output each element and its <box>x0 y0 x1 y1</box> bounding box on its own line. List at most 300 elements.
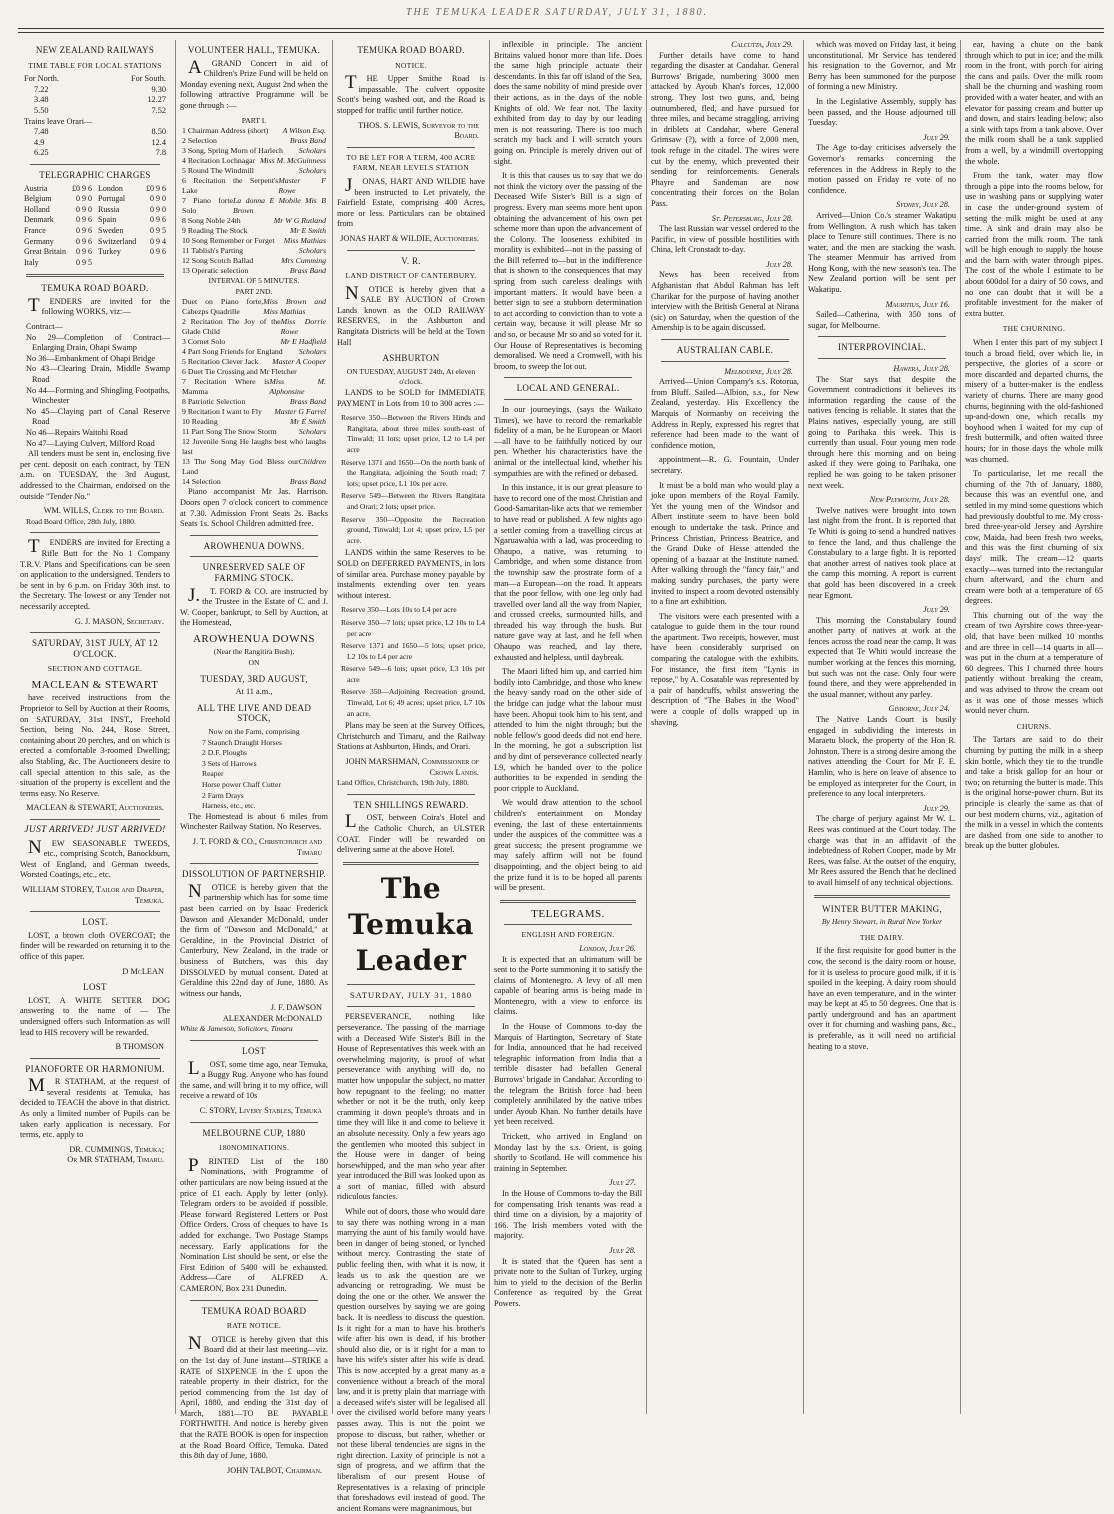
stock-now: Now on the Farm, comprising <box>208 727 300 737</box>
dairy-cont: ear, having a chute on the bank through which to put in ice; and the milk room in the front, with porch for airing the cans and pails. Over the milk room shall be the churning and washing room provided with a water heater, and with an elevator for passing cream and butter up and down, and stairs leading below; also a sink with taps from a tank above. Over the milk room shall be a tank supplied from a well, by a windmill overtopping the whole. <box>965 40 1103 166</box>
column-2 <box>180 40 328 1475</box>
contracts-list <box>20 333 170 450</box>
sydney-text: Arrived—Union Co.'s steamer Wakatipu from Wellington. A rush which has taken place to Tenure still continues. There is no water, and the men are stacking the wash. The steamer Menmuir has arrived from Hong Kong, with the new season's tea. The New Zealand portion will be sent per Wakatipu. <box>808 210 956 295</box>
program-part-2 <box>180 297 328 487</box>
stock-on: ON <box>248 658 260 668</box>
land-sub: LANDS to be SOLD for IMMEDIATE PAYMENT in Lots from 10 to 300 acres :— <box>337 388 485 408</box>
train-labels: For North. For South. <box>24 74 166 84</box>
lost2-text: LOST, A WHITE SETTER DOG answering to the name of — The undersigned offers such Information as will lead to HIS recovery will be rewarded. <box>20 995 170 1037</box>
reserves-list <box>337 413 485 546</box>
train-row: 6.25 7.8 <box>34 148 166 158</box>
hawera-text: The Star says that despite the Government contradictions it believes its information regarding the cause of the natives fencing is reliable. It states that the Plains natives, especially young, are still going to Parihaka this week. This is currently than usual. Four young men rode through here this morning and on being asked if they were going to Parihaka, one replied he was going to be taken prisoner next week. <box>808 374 956 490</box>
program-performer: Miss M. McGuinness <box>259 156 326 166</box>
column-1 <box>20 40 170 1414</box>
program-performer: Mr E Smith <box>290 226 326 236</box>
program-performer: Children <box>298 457 326 467</box>
program-performer: Scholars <box>298 246 326 256</box>
column-7 <box>965 40 1103 1414</box>
contract-item: No 47—Laying Culvert, Milford Road <box>26 438 155 448</box>
charge-entry <box>24 237 92 248</box>
dissolution-text: NOTICE is hereby given that the partnership which has for some time past been carried on by Isaac Frederick Dawson and Alexander McDonald, under the firm of "Dawson and McDonald," at Geraldine, in the Provincial District of Canterbury, New Zealand, in the trade or business of Butchers, was this day DISSOLVED by mutual consent. Dated at Geraldine this 22nd day of June, 1880. As witness our hands, <box>180 880 328 998</box>
program-item: 2 Selection <box>182 136 217 146</box>
stock-all: ALL THE LIVE AND DEAD STOCK, <box>196 702 312 724</box>
petersburg-dateline: St. Petersburg, July 28. <box>711 213 793 223</box>
reserve-item: Reserve 549—Between the Rivers Rangitata and Orari; 2 lots; upset price. <box>341 491 485 511</box>
land-date: ON TUESDAY, AUGUST 24th, At eleven o'clock. <box>346 366 476 387</box>
board-heading: TEMUKA ROAD BOARD. <box>357 45 465 55</box>
fencing-notice: TENDERS are invited for Erecting a Rifle Butt for the No 1 Company T.R.V. Plans and Specifications can be seen on application to the undersigned. Tenders to be sent in by 6 p.m. on Friday 30th inst. to the Secretary. The lowest or any Tender not necessarily accepted. <box>20 536 170 611</box>
part-1-label: PART I. <box>241 115 267 125</box>
program-performer: A Wilson Esq. <box>282 126 326 136</box>
program-item: 9 Reading The Stock <box>182 226 248 236</box>
rate-text: NOTICE is hereby given that this Board did at their last meeting—viz. on the 1st day of June instant—STRIKE a RATE of SIXPENCE in the £ upon the rateable property in their district, for the period commencing from the 1st day of April, 1880, and ending the 31st day of March, 1881—TO BE PAYABLE FORTHWITH. And notice is hereby given that the RATE BOOK is open for inspection at the Road Board Office, Temuka. Dated this 8th day of June, 1880. <box>180 1332 328 1461</box>
sale-signature: MACLEAN & STEWART, Auctioneers. <box>26 803 164 813</box>
auctioneers-title: MACLEAN & STEWART <box>31 678 159 691</box>
notice-heading: NOTICE. <box>395 60 427 70</box>
plymouth-text: Twelve natives were brought into town last night from the front. It is reported that Te Whiti is going to send a hundred natives to fence the land, and thus challenge the Constabulary to a large fight. It is reported that another arrest of natives took place at the camp this morning. A report is current that gold has been discovered in a creek near Egmont. <box>808 505 956 600</box>
stock-place-sub: (Near the Rangitira Bush), <box>213 647 295 657</box>
reserve-item: Reserve 549—6 lots; upset price, L3 10s per acre <box>341 664 485 684</box>
program-item: 9 Recitation I want to Fly <box>182 407 262 417</box>
stock-place: AROWHENUA DOWNS <box>192 632 316 645</box>
dateline: July 29. <box>922 605 950 615</box>
charge-entry <box>98 226 166 237</box>
lost-text: LOST, some time ago, near Temuka, a Buggy Rug. Anyone who has found the same, and will bring it to my office, will receive a reward of 10s <box>180 1057 328 1101</box>
calcutta-dateline: Calcutta, July 29. <box>731 40 793 49</box>
program-item: 8 Song Noble 24th <box>182 216 241 226</box>
program-performer: Master G Farrel <box>274 407 326 417</box>
churning-heading: THE CHURNING. <box>1002 324 1066 334</box>
dairy-cont: From the tank, water may flow through a pipe into the rooms below, for use in washing pans or supplying water in case the under-ground system of setting the milk might be used at any time. A sink and drain may also be carried from the milk room. The tank will be high enough to supply the house and the barn with water through pipes. The cost of the whole I estimate to be about 600dol for a dairy of 50 cows, and no one can doubt that it will be a profitable investment for the maker of extra butter. <box>965 171 1103 318</box>
program-line <box>180 256 328 266</box>
charge-rate: 0 9 0 <box>76 204 92 214</box>
local-heading: LOCAL AND GENERAL. <box>516 383 620 394</box>
reserves-deferred-list <box>337 605 485 719</box>
telegram-para: It is stated that the Queen has sent a private note to the Sultan of Turkey, urging him to yield to the decision of the Berlin Conference as required by the Great Powers. <box>494 1256 642 1308</box>
local-para: In our journeyings, (says the Waikato Times), we have to record the remarkable fidelity of a man, be he European or Maori—all have to be faithfully noticed by our pen. Whether his characteristics have the animal or the intellectual kind, whether his sympathies are with the refined or debased. <box>494 405 642 478</box>
reserve-item: Reserve 1371 and 1650—5 lots; upset price, L2 10s to L4 per acre <box>341 641 485 661</box>
running-header: THE TEMUKA LEADER SATURDAY, JULY 31, 1880. <box>405 7 709 18</box>
cup-heading: MELBOURNE CUP, 1880 <box>202 1127 306 1138</box>
charge-rate: 0 9 5 <box>150 225 166 235</box>
column-rule <box>332 40 333 1414</box>
program-line <box>180 297 328 317</box>
hawera-dateline: Hawera, July 28. <box>893 364 950 374</box>
telegram-para: Trickett, who arrived in England on Monday last by the s.s. Orient, is going shortly to Scotland. He will commence his training in September. <box>494 1132 642 1173</box>
stock-item: Reaper <box>202 769 224 779</box>
interprovincial-heading: INTERPROVINCIAL. <box>837 342 927 353</box>
piano-heading: PIANOFORTE OR HARMONIUM. <box>25 1063 165 1074</box>
reserve-item: Reserve 350—Lots 10s to L4 per acre <box>341 605 457 615</box>
charge-country: Austria <box>24 183 48 193</box>
stock-item: 7 Staunch Draught Horses <box>202 737 282 747</box>
charge-country: Holland <box>24 204 50 214</box>
lost-signature: C. STORY, Livery Stables, Temuka <box>199 1106 322 1116</box>
downs-heading: AROWHENUA DOWNS. <box>203 540 305 551</box>
telegrams-heading: TELEGRAMS. <box>531 907 605 920</box>
program-performer: Master F Rowe <box>278 176 326 196</box>
land-text: NOTICE is hereby given that a SALE BY AUCTION of Crown Lands known as the OLD RAILWAY RESERVES, in the Ashburton and Rangitata Districts will be held at the Town Hall <box>337 282 485 347</box>
joke-para: It must be a bold man who would play a joke upon members of the Royal Family. Yet the young men of the Windsor and Albert institute seem to have been bold enough to undertake the task. Prince and Princess Christian, Princess Beatrice, and the Grand Duke of Hesse attended the opening of a bazaar at the Institute named. After walking through the "fancy fair," and making sundry purchases, the party were invited to inspect a room devoted ostensibly to a fine art exhibition. <box>651 480 799 607</box>
program-item: 6 Duet Tie Crossing and Mr Fletcher <box>182 367 297 377</box>
charge-rate: 0 9 6 <box>150 215 166 225</box>
reward-text: LOST, between Coira's Hotel and the Catholic Church, an ULSTER COAT. Finder will be rewarded on delivering same at the above Hotel. <box>337 811 485 855</box>
program-line <box>180 156 328 166</box>
age-text: The Age to-day criticises adversely the Governor's remarks concerning the references in the Address in Reply to the motion passed on Friday re vote of no confidence. <box>808 143 956 195</box>
train-leave-label: Trains leave Orari— <box>24 116 93 126</box>
charge-rate: 0 9 4 <box>150 236 166 246</box>
churning-para: This churning out of the way the cream of two Ayrshire cows three-year-old, that have been milked 10 months and are three in cell—14 quarts in all—was put in the churn at a temperature of 60 degrees. This I churned three hours patiently without breaking the cream, and was advised to throw the cream out as it was one of those messes which would never churn. <box>965 610 1103 716</box>
header-rule-2 <box>18 32 1104 33</box>
cable-cont: In the Legislative Assembly, supply has been passed, and the House adjourned till Tuesday. <box>808 96 956 128</box>
charge-country: Germany <box>24 236 54 246</box>
cup-subheading: 180NOMINATIONS. <box>218 1143 290 1153</box>
contract-item: No 44—Forming and Shingling Footpaths, Winchester <box>26 385 170 406</box>
program-performer: Miss Mathias <box>283 236 326 246</box>
charge-entry <box>98 205 166 216</box>
program-line <box>180 236 328 246</box>
plymouth-dateline: New Plymouth, July 28. <box>869 495 950 505</box>
vr-mark: V. R. <box>401 255 421 266</box>
stock-intro: J.T. FORD & CO. are instructed by the Trustee in the Estate of C. and J. W. Cooper, bankrupt, to Sell by Auction, at the Homestead, <box>180 584 328 628</box>
churning-para: To particularise, let me recall the churning of the 7th of January, 1880, because this was an eventful one, and settled in my mind some questions which had previously doubtful to me. My cross-bred three-year-old Jersey and Ayrshire cow, Maida, had been fresh two weeks, and this was the first churning of six days' milk. The cream—12 quarts exactly—was turned into the rectangular churn afterward, and the churn and cream were both at a temperature of 65 degrees. <box>965 469 1103 606</box>
program-item: 6 Recitation the Serpent's Lake <box>182 176 279 196</box>
program-performer: Scholars <box>298 146 326 156</box>
program-performer: Master A Cooper <box>272 357 326 367</box>
lost-signature: D McLEAN <box>122 966 164 976</box>
reserve-item: Reserve 1371 and 1650—On the north bank of the Rangitata, adjoining the South road; 7 lots; upset price, L1 10s per acre. <box>341 457 485 488</box>
program-line <box>180 196 328 216</box>
land-place: ASHBURTON <box>382 353 440 364</box>
program-performer: Miss Brown and Miss Mathias <box>263 297 326 317</box>
charge-country: Portugal <box>98 194 126 204</box>
stock-item: Horse power Chaff Cutter <box>202 780 281 789</box>
newspaper-title: The Temuka Leader <box>348 871 474 977</box>
notice-signature: THOS. S. LEWIS, Surveyor to the Board. <box>358 120 479 141</box>
reserve-item: Reserve 350—Adjoining Recreation ground, Tinwald, Lot 6; 49 acres; upset price, L7 10s an acre. <box>341 687 485 718</box>
program-line <box>180 226 328 236</box>
dateline: July 27. <box>608 1178 636 1188</box>
charge-rate: 0 9 0 <box>150 204 166 214</box>
program-performer: Mr W G Rutland <box>273 216 326 226</box>
local-para: We would draw attention to the school children's entertainment on Monday evening, the last of these entertainments under the auspices of the committee was a great success; the present programme we may safely affirm will not be found disappointing, and the object being to aid the prize fund it is to be hoped all parents will be present. <box>494 798 642 893</box>
telegram-para: The last Russian war vessel ordered to the Pacific, in view of possible hostilities with China, left Cronstadt to-day. <box>651 224 799 255</box>
train-row: 4.9 12.4 <box>34 137 166 147</box>
lost2-signature: B THOMSON <box>115 1042 164 1052</box>
piano-signature-2: Or MR STATHAM, Timaru. <box>67 1155 164 1165</box>
constabulary-text: This morning the Constabulary found another party of natives at work at the fences across the road near the camp. It was expected that Te Whiti would increase the number working at the fences this morning, but such was not the case. Only four were found there, and they were apprehended in the usual manner, without any parley. <box>808 615 956 699</box>
rate-heading: RATE NOTICE. <box>226 1321 282 1331</box>
program-part-1 <box>180 126 328 276</box>
concert-intro: AGRAND Concert in aid of Children's Prize Fund will be held on Monday evening next, August 2nd when the following attractive Programme will be gone through :— <box>180 56 328 110</box>
charge-entry <box>24 258 92 269</box>
part-2-label: PART 2ND. <box>235 286 273 296</box>
program-item: 7 Recitation Where is Mamma <box>182 377 270 397</box>
charge-rate: £0 9 6 <box>72 183 92 193</box>
plans-text: Plans may be seen at the Survey Offices, Christchurch and Timaru, and the Railway Stations at Ashburton, Hinds, and Orari. <box>337 721 485 752</box>
sale-text: have received instructions from the Proprietor to Sell by Auction at their Rooms, on SATURDAY, 31st INST., Freehold Section, being No. 244, Rose Street, containing about 20 perches, and on which is erected a comfortable 3-roomed Dwelling; also Stabling, &c. The Auctioneers desire to call special attention to this sale, as the situation of the property is excellent and the terms easy. No Reserve. <box>20 693 170 798</box>
program-line <box>180 126 328 136</box>
program-item: 2 Recitation The Joy of the Glade Child <box>182 317 281 337</box>
reward-heading: TEN SHILLINGS REWARD. <box>353 799 469 810</box>
stock-text: The Homestead is about 6 miles from Winchester Railway Station. No Reserves. <box>180 811 328 832</box>
program-line <box>180 417 328 427</box>
dateline: July 28. <box>765 259 793 269</box>
dairy-text: If the first requisite for good butter is the cow, the second is the dairy room or house, for it is useless to procure good milk, if it is spoiled in the keeping. A dairy room should have an even temperature, and in the winter may be kept at 45 to 50 degrees. One that is partly underground and has an apartment over it for churning and washing pans, &c., is preferable, as it will need no artificial heating to a stove. <box>808 946 956 1051</box>
gisborne-text: The Native Lands Court is busily engaged in subdividing the interests in Maraetu block, the property of the Hon R. Johnston. There is a strong desire among the natives attending the Court for Mr F. E. Hamlin, who is here on leave of absence to be employed as interpreter for the Court, in preference to any local interpreters. <box>808 715 956 799</box>
contract-item: No 46—Repairs Waitohi Road <box>26 428 128 437</box>
london-dateline: London, July 26. <box>579 943 636 953</box>
dateline: July 29. <box>922 803 950 813</box>
charge-country: France <box>24 225 46 235</box>
program-item: 10 Song Remember or Forget <box>182 236 275 246</box>
arrived-text: NEW SEASONABLE TWEEDS, etc., comprising Scotch, Banockburn, West of England, and German tweeds, Worsted Coatings, etc., etc. <box>20 836 170 880</box>
charge-country: Italy <box>24 257 39 267</box>
program-line <box>180 437 328 457</box>
road-heading: TEMUKA ROAD BOARD <box>201 1305 307 1316</box>
program-line <box>180 337 328 347</box>
charge-rate: 0 9 0 <box>76 194 92 204</box>
charge-rate: £0 9 6 <box>146 183 166 193</box>
charge-entry <box>24 184 92 195</box>
mauritius-dateline: Mauritius, July 16. <box>885 299 950 309</box>
telegram-para: In the House of Commons to-day the Marquis of Hartington, Secretary of State for India, announced that he had received telegraphic information from India that a terrible disaster had befallen General Burrows' brigade in Candahar. According to the telegram the British force had been completely annihilated by the native tribes under Ayoub Khan. No further details have yet been received. <box>494 1022 642 1127</box>
melbourne-dateline: Melbourne, July 28. <box>724 366 793 376</box>
program-performer: Mr E Smith <box>290 417 326 427</box>
piano-text: MR STATHAM, at the request of several residents at Temuka, has decided to TEACH the above in that district. As only a limited number of Pupils can be taken early application is necessary. For terms, etc. apply to <box>20 1075 170 1140</box>
stock-item: 2 D.F. Ploughs <box>202 748 247 758</box>
program-performer: Brass Band <box>289 136 326 146</box>
concert-title: VOLUNTEER HALL, TEMUKA. <box>187 45 321 55</box>
program-line <box>180 427 328 437</box>
lost2-heading: LOST <box>83 982 107 993</box>
program-item: 7 Piano forte Solo <box>182 196 233 216</box>
program-item: 11 Part Song The Snow Storm <box>182 427 277 437</box>
train-row: 3.48 12.27 <box>34 95 166 105</box>
column-6 <box>808 40 956 1414</box>
charge-entry <box>24 247 92 258</box>
program-item: 5 Recitation Clever Jack <box>182 357 259 367</box>
land-office-date: Land Office, Christchurch, 19th July, 1880. <box>337 778 470 788</box>
charge-country: Switzerland <box>98 236 137 246</box>
column-rule <box>489 40 490 1414</box>
program-line <box>180 136 328 146</box>
appointment-text: appointment—R. G. Fountain, Under secretary. <box>651 455 799 475</box>
cable-text: Arrived—Union Company's s.s. Rotorua, from Bluff. Sailed—Albion, s.s., for New Zealand, yesterday. His Excellency the Marquis of Normanby on receiving the Address in Reply, expressed his regret that reference had been made to the want of confidence motion, <box>651 377 799 450</box>
column-rule <box>803 40 804 1414</box>
program-line <box>180 216 328 226</box>
notice-text: THE Upper Smithe Road is impassable. The culvert opposite Scott's being washed out, and the Road is stopped for traffic until further notice. <box>337 72 485 115</box>
program-item: 5 Round The Windmill <box>182 166 254 176</box>
english-heading: ENGLISH AND FOREIGN. <box>521 930 615 940</box>
telegram-para: Further details have come to hand regarding the disaster at Candahar. General Burrows' Brigade, numbering 3000 men attacked by Ayoub Khan's forces, 12,000 strong. They lost two guns, and, being outnumbered, fled, and have pursued for three miles, and became straggling, arriving in driblets at Candahar, where General Grimsaw (?), with a force of 2,000 men, took refuge in the citadel. The wires were cut by the enemy, which prevented their sending for reinforcements. Generals Phayre and Sandeman are now concentrating their forces on the Bolan Pass. <box>651 50 799 208</box>
stock-signature: J. T. FORD & CO., Christchurch and Timaru <box>192 836 322 857</box>
fencing-signature: G. J. MASON, Secretary. <box>74 616 164 626</box>
stock-item: Harness, etc., etc. <box>202 801 256 811</box>
charge-entry <box>98 194 166 205</box>
charge-country: Spain <box>98 215 117 225</box>
program-performer: Brass Band <box>289 477 326 487</box>
dissolution-signature-2: ALEXANDER McDONALD <box>222 1013 322 1023</box>
local-para: The Maori lifted him up, and carried him bodily into Cambridge, and those who knew the heavy sandy road on the other side of the bridge can judge what the labour must have been. Ahopui took him to his tent, and attended to him the night through; but the noble fellow's good deeds did not end here. In the morning, he got a subscription list and by dint of perseverance collected nearly L9, which he handed over to the police authorities to be expended in sending the poor cripple to Auckland. <box>494 667 642 793</box>
program-performer: Miss M. Alphonsine <box>269 377 326 397</box>
program-item: 3 Cornet Solo <box>182 337 226 347</box>
charge-rate: 0 9 6 <box>76 225 92 235</box>
column-rule <box>960 40 961 1414</box>
column-rule <box>175 40 176 1414</box>
program-line <box>180 477 328 487</box>
charge-entry <box>98 237 166 248</box>
dateline: July 29. <box>922 132 950 142</box>
sale-heading: SATURDAY, 31ST JULY, AT 12 O'CLOCK. <box>32 638 158 659</box>
churns-heading: CHURNS. <box>1016 721 1052 731</box>
contract-item: No 43—Clearing Drain, Middle Swamp Road <box>26 364 170 385</box>
dateline: July 28. <box>608 1245 636 1255</box>
arrived-signature: WILLIAM STOREY, Tailor and Draper, Temuka. <box>22 884 164 905</box>
stock-time: At 11 a.m., <box>235 687 273 697</box>
program-performer: Mr E Hadfield <box>280 337 326 347</box>
telegram-para: In the House of Commons to-day the Bill for compensating Irish tenants was read a third time on a division, by a majority of 166. The Irish members voted with the majority. <box>494 1188 642 1241</box>
program-line <box>180 357 328 367</box>
stock-item: 2 Farm Drays <box>202 790 244 800</box>
program-performer: Brass Band <box>289 397 326 407</box>
cable-heading: AUSTRALIAN CABLE. <box>676 345 774 356</box>
dissolution-solicitors: White & Jameson, Solicitors, Timaru <box>180 1024 293 1034</box>
cup-text: PRINTED List of the 180 Nominations, with Programme of other particulars are now being issued at the price of £1 each. Apply by letter (only). Telegram orders to be avoided if possible. Please forward Registered Letters or Post Office Orders. Cross of cheques to have 1s added for exchange. Two Postage Stamps necessary. Early applications for the Nomination List should be sent, or else the First Edition of 5400 will be exhausted. Address—Care of ALFRED A. CAMERON, Box 231 Dunedin. <box>180 1154 328 1293</box>
program-line <box>180 407 328 417</box>
charge-entry <box>98 184 166 195</box>
arrived-heading: JUST ARRIVED! JUST ARRIVED! <box>24 825 166 835</box>
railway-title: NEW ZEALAND RAILWAYS <box>35 45 155 55</box>
program-performer: Scholars <box>298 427 326 437</box>
interval-label: INTERVAL OF 5 MINUTES. <box>208 276 300 286</box>
dissolution-signature-1: J. F. DAWSON <box>270 1003 322 1013</box>
sydney-dateline: Sydney, July 28. <box>896 200 950 210</box>
charge-rate: 0 9 6 <box>76 215 92 225</box>
deferred-text: LANDS within the same Reserves to be SOLD on DEFERRED PAYMENTS, in lots of similar area. Purchase money payable by instalments extending over ten years without interest. <box>337 548 485 600</box>
train-row: 7.48 8.50 <box>34 127 166 137</box>
land-signature: JOHN MARSHMAN, Commissioner of Crown Lands. <box>345 757 479 777</box>
contract-item: No 45—Claying part of Canal Reserve Road <box>26 406 170 427</box>
farm-signature: JONAS HART & WILDIE, Auctioneers. <box>340 233 479 243</box>
column-4 <box>494 40 642 1414</box>
lost-heading: LOST. <box>82 917 108 928</box>
tenders-signature: WM. WILLS, Clerk to the Board. <box>43 506 164 516</box>
reserve-item: Reserve 350—Between the Rivers Hinds and Rangitata, about three miles south-east of Tinwald; 11 lots; upset price, L2 to L4 per acre <box>341 413 485 454</box>
winter-byline: By Henry Stewart, in Rural New Yorker <box>821 917 943 927</box>
lost-text: LOST, a brown cloth OVERCOAT; the finder will be rewarded on returning it to the office of this paper. <box>20 930 170 961</box>
program-item: 1 Chairman Address (short) <box>182 126 269 136</box>
tenders-date: Road Board Office, 28th July, 1880. <box>26 516 136 526</box>
program-item: 12 Juvenile Song He laughs best who laughs last <box>182 437 326 457</box>
charge-entry <box>98 215 166 226</box>
program-item: 11 Tablish's Parting <box>182 246 244 256</box>
program-line <box>180 146 328 156</box>
tenders-intro: TENDERS are invited for the following WORKS, viz:— <box>28 294 170 317</box>
contract-item: No 36—Embankment of Ohapi Bridge <box>26 353 156 363</box>
program-item: 13 The Song May God Bless our Land <box>182 457 299 477</box>
telegraphic-charges-title: TELEGRAPHIC CHARGES <box>39 169 151 180</box>
program-line <box>180 176 328 196</box>
program-performer: La donna E Mobile Mis B Brown <box>232 196 326 216</box>
dairy-heading: THE DAIRY. <box>859 932 905 942</box>
program-performer: Miss Dorrie Rowe <box>280 317 326 337</box>
charge-country: London <box>98 183 123 193</box>
contract-item: No 29—Completion of Contract—Enlarging Drain, Ohapi Swamp <box>26 332 170 353</box>
stock-item: 3 Sets of Harrows <box>202 758 257 768</box>
program-performer: Mrs Cumming <box>281 256 326 266</box>
program-item: 4 Part Song Friends for England <box>182 347 283 357</box>
column-rule <box>646 40 647 1414</box>
telegram-para: It is expected that an ultimatum will be sent to the Porte summoning it to satisfy the claims of Montenegro. A levy of all men capable of bearing arms is being made in Montenegro, with a view to enforce its claims. <box>494 954 642 1017</box>
program-item: Duet on Piano forte, Cabezps Quadrille <box>182 297 264 317</box>
piano-signature-1: DR. CUMMINGS, Temuka; <box>69 1144 164 1154</box>
editorial-cont: It is this that causes us to say that we do not think the victory over the passing of the Deceased Wife Sister's Bill is a sign of progress. Every man seems more bent upon obtaining the advancement of his own pet scheme more than upon the advancement of the Colony. The looseness exhibited in morality is exhibited—not in the passing of the Bill referred to—but in the indifference that is shown to the consequences that may spring from such careless dealings with important matters. It would have been a better sign to see a stubborn determination to act according to conviction than to vote a certain way, because it will please Mr so and so, or because Mr so and so voted for it. Our House of Representatives is becoming demoralised. We need a Cromwell, with his broom, to sweep the lot out. <box>494 171 642 371</box>
issue-date: SATURDAY, JULY 31, 1880 <box>349 989 473 1000</box>
program-line <box>180 457 328 477</box>
charge-rate: 0 9 0 <box>150 194 166 204</box>
program-performer: Scholars <box>298 347 326 357</box>
churns-text: The Tartars are said to do their churning by putting the milk in a sheep skin bottle, which they tie to the trundle and take a brisk gallop for an hour or two; on returning the butter is made. This is the original horse-power churn. But its principle is clearly the same as that of our best modern churns, viz., agitation of the milk in a vessel in which the contents are dashed from one side to another to break up the butter globules. <box>965 735 1103 851</box>
program-item: 13 Operatic selection <box>182 266 249 276</box>
stock-heading: UNRESERVED SALE OF FARMING STOCK. <box>202 562 306 583</box>
editorial-cont: inflexible in principle. The ancient Britains valued honor more than life. Does the same high principle actuate their descendants. In this far off island of the Sea, does the same nobility of mind preside over their actions, as in the days of the noble Knights of old. We fear not. The laxity exhibited from day to day by our leading men is not reassuring. There is too much scratch my back and I will scratch yours going on. Principle is merely driven out of sight. <box>494 40 642 166</box>
program-item: 4 Recitation Lochnagar <box>182 156 256 166</box>
program-line <box>180 397 328 407</box>
train-row: 5.50 7.52 <box>34 105 166 115</box>
column-3 <box>337 40 485 1513</box>
charge-rate: 0 9 6 <box>76 236 92 246</box>
gisborne-dateline: Gisborne, July 24. <box>888 704 950 714</box>
charge-entry <box>24 215 92 226</box>
charge-country: Sweden <box>98 225 124 235</box>
charge-entry <box>24 205 92 216</box>
time-table-heading: TIME TABLE FOR LOCAL STATIONS <box>28 60 162 70</box>
train-row: 7.22 9.30 <box>34 84 166 94</box>
charge-rate: 0 9 5 <box>76 257 92 267</box>
editorial-para: PERSEVERANCE, nothing like perseverance. The passing of the marriage with a Deceased Wife Sister's Bill in the House of Representatives this week with an overwhelming majority, is proof of what perseverance with anything will do, no matter how unpopular the subject, no matter how repugnant to the feeling; no matter whether or not it be the truth, only keep cramming it down people's throats and in time they will like it and come to believe it an absolute necessity. Only a few years ago the gentlemen who mooted this subject in the House were in danger of being horsewhipped, and the man who year after year introduced the Bill was looked upon as a sort of maniac, filled with absurd ridiculous fancies. <box>337 1012 485 1202</box>
joke-para: The visitors were each presented with a catalogue to guide them in the tour round the apartment. Two receipts, however, must have been considerably surprised on comparing the catalogue with the exhibits. For instance, the first item "Lynis in repose," by A. Cosatable was represented by a pair of handcuffs, whilst answering the description of "The Babes in the Wood" were a couple of dolls wrapped up in shaving. <box>651 611 799 727</box>
charge-rate: 0 9 6 <box>76 247 92 257</box>
road-board-title: TEMUKA ROAD BOARD. <box>41 283 149 294</box>
perjury-text: The charge of perjury against Mr W. L. Rees was continued at the Court today. The charge was that in an affidavit of the indebtedness of Robert Cooper, made by Mr Rees, was false. At the outset of the enquiry, Mr Rees assured the Bench that he declined to avail himself of any technical objections. <box>808 814 956 887</box>
program-line <box>180 317 328 337</box>
program-item: 12 Song Scotch Ballad <box>182 256 254 266</box>
program-line <box>180 347 328 357</box>
farm-text: JONAS, HART AND WILDIE have been instructed to Let privately, the Fairfield Estate, comprising 400 Acres, more or less. Particulars can be obtained from <box>337 174 485 229</box>
contract-label: Contract— <box>26 322 63 332</box>
charge-country: Denmark <box>24 215 54 225</box>
telegram-para: News has been received from Afghanistan that Abdul Rahman has left Charikar for the purpose of having another interview with the British General at Nirana (sic) on Saturday, when the question of the Amership is to be again discussed. <box>651 270 799 333</box>
editorial-para: While out of doors, those who would dare to say there was nothing wrong in a man marrying the aunt of his family would have been in danger of being stoned, or lynched without mercy. Contrasting the state of public feeling then, with what it is now, it leads us to ask the question are we advancing or retrograding. We must be doing the one or the other. We answer the question ourselves by saying we are going back. It is needless to discuss the question. Is it right for a man to have his brother's wife after his own is dead, if his brother should also die, or is it right for a man to have his wife's sister after his wife is dead. This is now accepted by a great many as a convenience without a breach of the moral law, and it is pretty plain that marriage with a deceased wife's sister will be legalised all over the civilised world before many years passes away. This is not the point we propose to discuss, but rather, whether or not these liberal tendencies are signs in the right direction. Laxity of principle is not a sign of progress, and we affirm that the liberalism of our present House of Representatives is a relaxing of principle that foreshadows evil instead of good. The ancient Romans were magnanimous, but <box>337 1207 485 1513</box>
farm-heading: TO BE LET FOR A TERM, 400 ACRE FARM, NEAR LEVELS STATION <box>346 152 476 173</box>
charge-entry <box>24 226 92 237</box>
churning-para: When I enter this part of my subject I touch a broad field, over which lie, in perspective, the glories of a score or more discarded and departed churns, the misery of a butter-maker is the endless variety of churns. There are many good churns, beginning with the old-fashioned up-and-down one, which recalls my boyhood when I waited for my cup of fresh buttermilk, and often waited three hours; for in those days the whole milk was churned. <box>965 338 1103 464</box>
program-line <box>180 377 328 397</box>
reserve-item: Reserve 350—7 lots; upset price, L2 10s to L4 per acre <box>341 617 485 638</box>
sale-subheading: SECTION AND COTTAGE. <box>47 664 143 674</box>
charge-entry <box>24 194 92 205</box>
charges-table <box>20 184 170 269</box>
charge-rate: 0 9 6 <box>150 247 166 257</box>
program-item: 3 Song, Spring Morn of Harlech <box>182 146 283 156</box>
program-line <box>180 367 328 377</box>
charge-entry <box>98 247 166 258</box>
program-line <box>180 166 328 176</box>
program-item: 14 Selection <box>182 477 221 487</box>
mauritius-text: Sailed—Catherina, with 350 tons of sugar, for Melbourne. <box>808 310 956 330</box>
column-5 <box>651 40 799 1414</box>
